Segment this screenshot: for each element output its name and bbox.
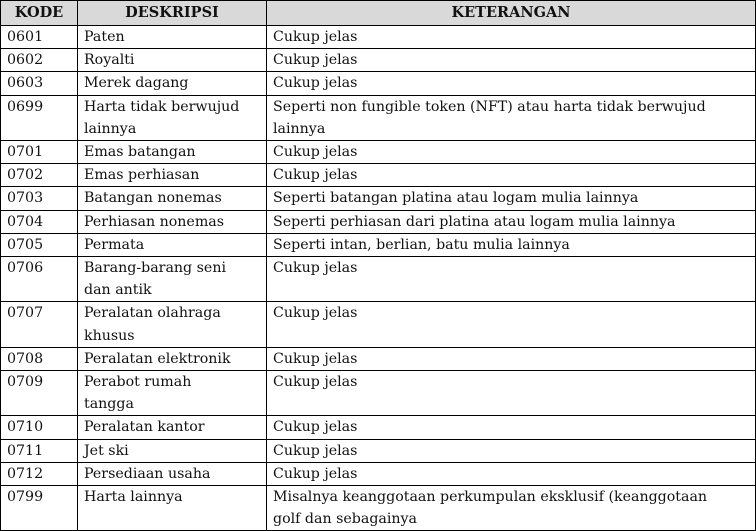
cell-kode: 0709 bbox=[1, 371, 78, 416]
cell-kode: 0602 bbox=[1, 49, 78, 72]
cell-deskripsi: Barang-barang seni dan antik bbox=[78, 257, 267, 302]
table-row bbox=[1, 486, 756, 531]
cell-kode: 0710 bbox=[1, 416, 78, 439]
cell-kode: 0702 bbox=[1, 164, 78, 187]
table-row bbox=[1, 187, 756, 210]
table-row bbox=[1, 371, 756, 416]
cell-kode: 0707 bbox=[1, 302, 78, 347]
table-row bbox=[1, 462, 756, 485]
cell-kode: 0701 bbox=[1, 141, 78, 164]
table-row bbox=[1, 164, 756, 187]
cell-deskripsi: Merek dagang bbox=[78, 72, 267, 95]
cell-kode: 0603 bbox=[1, 72, 78, 95]
header-deskripsi: DESKRIPSI bbox=[78, 1, 267, 26]
table-row bbox=[1, 72, 756, 95]
cell-deskripsi: Royalti bbox=[78, 49, 267, 72]
cell-deskripsi: Emas batangan bbox=[78, 141, 267, 164]
cell-keterangan: Cukup jelas bbox=[267, 72, 756, 95]
cell-kode: 0799 bbox=[1, 486, 78, 531]
table-row bbox=[1, 347, 756, 370]
cell-keterangan: Cukup jelas bbox=[267, 26, 756, 49]
header-keterangan: KETERANGAN bbox=[267, 1, 756, 26]
cell-keterangan: Seperti batangan platina atau logam mulia lainnya bbox=[267, 187, 756, 210]
cell-keterangan: Cukup jelas bbox=[267, 257, 756, 302]
cell-deskripsi: Permata bbox=[78, 233, 267, 256]
cell-keterangan: Cukup jelas bbox=[267, 371, 756, 416]
table-row bbox=[1, 302, 756, 347]
cell-deskripsi: Persediaan usaha bbox=[78, 462, 267, 485]
cell-kode: 0704 bbox=[1, 210, 78, 233]
cell-keterangan: Cukup jelas bbox=[267, 164, 756, 187]
table-row bbox=[1, 49, 756, 72]
cell-keterangan: Cukup jelas bbox=[267, 462, 756, 485]
cell-deskripsi: Harta tidak berwujud lainnya bbox=[78, 95, 267, 140]
cell-deskripsi: Paten bbox=[78, 26, 267, 49]
table-row bbox=[1, 26, 756, 49]
cell-deskripsi: Emas perhiasan bbox=[78, 164, 267, 187]
cell-keterangan: Seperti intan, berlian, batu mulia lainnya bbox=[267, 233, 756, 256]
cell-deskripsi: Peralatan olahraga khusus bbox=[78, 302, 267, 347]
table-row bbox=[1, 210, 756, 233]
cell-kode: 0711 bbox=[1, 439, 78, 462]
cell-keterangan: Seperti non fungible token (NFT) atau harta tidak berwujud lainnya bbox=[267, 95, 756, 140]
table-row bbox=[1, 233, 756, 256]
cell-deskripsi: Perhiasan nonemas bbox=[78, 210, 267, 233]
table-row bbox=[1, 439, 756, 462]
cell-keterangan: Cukup jelas bbox=[267, 141, 756, 164]
cell-keterangan: Cukup jelas bbox=[267, 439, 756, 462]
table-row bbox=[1, 257, 756, 302]
cell-kode: 0708 bbox=[1, 347, 78, 370]
cell-keterangan: Seperti perhiasan dari platina atau logam mulia lainnya bbox=[267, 210, 756, 233]
cell-keterangan: Misalnya keanggotaan perkumpulan eksklusif (keanggotaan golf dan sebagainya bbox=[267, 486, 756, 531]
cell-kode: 0601 bbox=[1, 26, 78, 49]
cell-keterangan: Cukup jelas bbox=[267, 49, 756, 72]
cell-deskripsi: Jet ski bbox=[78, 439, 267, 462]
cell-kode: 0699 bbox=[1, 95, 78, 140]
cell-deskripsi: Harta lainnya bbox=[78, 486, 267, 531]
cell-keterangan: Cukup jelas bbox=[267, 347, 756, 370]
table-header-row bbox=[1, 1, 756, 26]
table-row bbox=[1, 416, 756, 439]
table-row bbox=[1, 141, 756, 164]
cell-deskripsi: Perabot rumah tangga bbox=[78, 371, 267, 416]
table-row bbox=[1, 95, 756, 140]
cell-kode: 0703 bbox=[1, 187, 78, 210]
cell-keterangan: Cukup jelas bbox=[267, 302, 756, 347]
header-kode: KODE bbox=[1, 1, 78, 26]
cell-deskripsi: Peralatan kantor bbox=[78, 416, 267, 439]
cell-deskripsi: Batangan nonemas bbox=[78, 187, 267, 210]
cell-kode: 0712 bbox=[1, 462, 78, 485]
cell-kode: 0706 bbox=[1, 257, 78, 302]
cell-keterangan: Cukup jelas bbox=[267, 416, 756, 439]
cell-deskripsi: Peralatan elektronik bbox=[78, 347, 267, 370]
cell-kode: 0705 bbox=[1, 233, 78, 256]
